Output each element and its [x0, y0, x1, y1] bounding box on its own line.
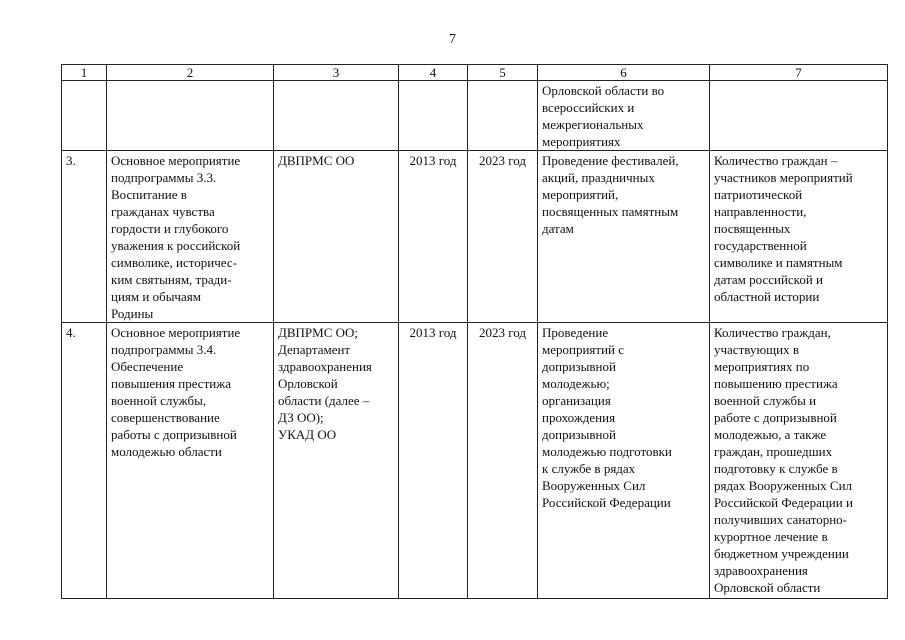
content-cell [538, 323, 710, 599]
row-number-cell [62, 323, 107, 599]
header-cell-6: 6 [538, 65, 710, 81]
header-cell-2: 2 [107, 65, 274, 81]
measure-name-cell [107, 81, 274, 151]
table-header-row [62, 65, 888, 81]
page-number: 7 [449, 32, 456, 47]
table-row [62, 81, 888, 151]
executor-cell [274, 81, 399, 151]
start-year-cell [399, 151, 468, 323]
start-year-cell [399, 323, 468, 599]
indicator: Количество граждан, участвующих в мероприятиях по повышению престижа военной службы и работе с допризывной молодежью, а также граждан, прошедших подготовку к службе в рядах Вооруженных Сил Российской Федерации и получивших санаторно- курортное лечение в бюджетном учреждении здравоохранения Орловской области [714, 325, 853, 595]
table-row [62, 151, 888, 323]
executor-cell [274, 323, 399, 599]
header-cell-5: 5 [468, 65, 538, 81]
header-cell-7: 7 [710, 65, 888, 81]
measure-content: Орловской области во всероссийских и межрегиональных мероприятиях [542, 83, 665, 149]
measures-table [61, 64, 888, 599]
indicator: Количество граждан – участников мероприятий патриотической направленности, посвященных государственной символике и памятным датам российской и областной истории [714, 153, 853, 304]
row-number: 4. [66, 325, 76, 340]
row-number: 3. [66, 153, 76, 168]
measure-name-cell [107, 323, 274, 599]
measure-content: Проведение мероприятий с допризывной молодежью; организация прохождения допризывной молодежью подготовки к службе в рядах Вооруженных Сил Российской Федерации [542, 325, 672, 510]
indicator-cell [710, 81, 888, 151]
header-cell-4: 4 [399, 65, 468, 81]
executor: ДВПРМС ОО [278, 153, 355, 168]
end-year-cell [468, 323, 538, 599]
end-year-cell [468, 81, 538, 151]
header-cell-3: 3 [274, 65, 399, 81]
executor: ДВПРМС ОО; Департамент здравоохранения Орловской области (далее – ДЗ ОО); УКАД ОО [278, 325, 372, 442]
row-number-cell [62, 81, 107, 151]
indicator-cell [710, 323, 888, 599]
indicator-cell [710, 151, 888, 323]
measure-name: Основное мероприятие подпрограммы 3.3. Воспитание в гражданах чувства гордости и глубокого уважения к российской символике, историчес- ким святыням, тради- циям и обычаям Родины [111, 153, 241, 321]
measure-name: Основное мероприятие подпрограммы 3.4. Обеспечение повышения престижа военной службы, совершенствование работы с допризывной молодежью области [111, 325, 241, 459]
start-year: 2013 год [409, 153, 457, 168]
header-cell-1: 1 [62, 65, 107, 81]
measure-content: Проведение фестивалей, акций, праздничных мероприятий, посвященных памятным датам [542, 153, 679, 236]
table-row [62, 323, 888, 599]
start-year-cell [399, 81, 468, 151]
end-year: 2023 год [479, 325, 526, 340]
end-year: 2023 год [479, 153, 526, 168]
end-year-cell [468, 151, 538, 323]
executor-cell [274, 151, 399, 323]
row-number-cell [62, 151, 107, 323]
content-cell [538, 151, 710, 323]
measure-name-cell [107, 151, 274, 323]
content-cell [538, 81, 710, 151]
start-year: 2013 год [409, 325, 457, 340]
